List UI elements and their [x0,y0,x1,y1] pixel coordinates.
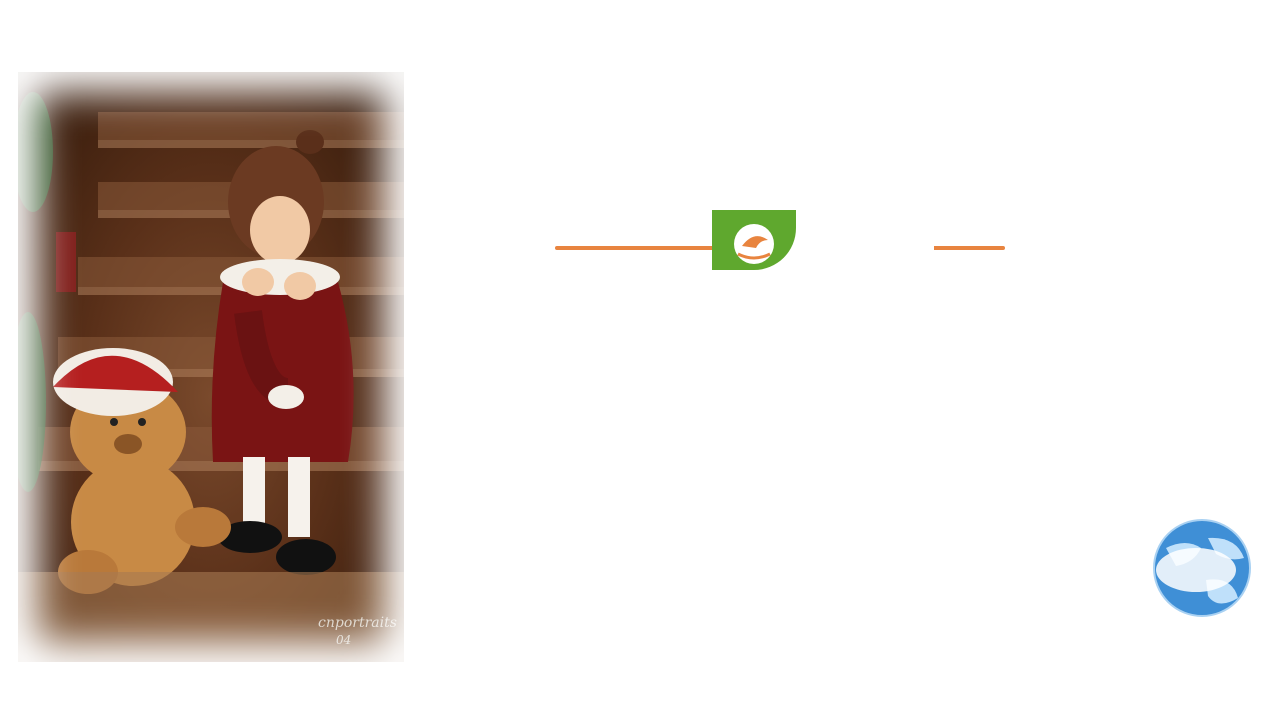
snowflake-ornaments-icon [428,56,1278,156]
cosmos-globe-logo [1146,518,1262,622]
donation-items-list [560,478,1170,694]
list-item [560,594,1170,617]
photo-watermark: cnportraits [318,615,397,631]
list-item [560,571,1170,594]
snowflake-ornament-row [428,56,1278,156]
list-item [560,548,1170,571]
globe-icon [1146,518,1262,622]
list-item [560,664,1170,687]
logo-dove-icon [712,210,796,270]
list-item [560,525,1170,548]
list-item [560,641,1170,664]
photo-illustration [18,72,404,662]
photo-girl-with-teddy [18,72,404,662]
lyreio-logo [712,210,934,270]
bottom-snowflake-ornaments [530,490,650,625]
list-item [560,501,1170,524]
list-item [560,618,1170,641]
snowflake-cluster-icon [530,490,650,625]
list-item [560,478,1170,501]
svg-text:04: 04 [336,633,352,647]
